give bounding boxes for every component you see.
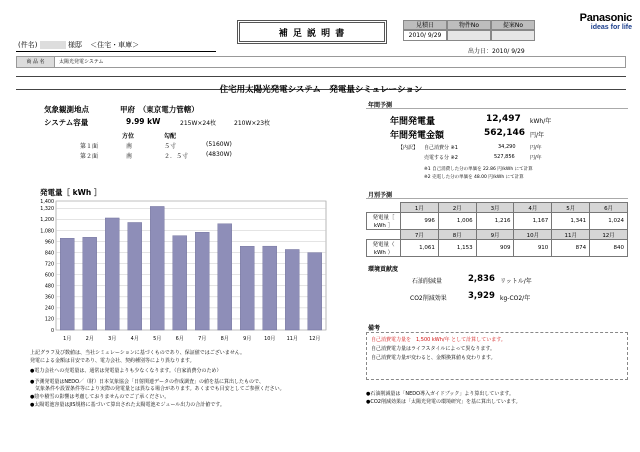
chart-bar [60,238,74,330]
blank-cell [367,203,401,213]
x-tick-label: 3月 [108,336,117,342]
self-consumption-unit: 円/年 [530,145,542,151]
month-value: 996 [401,213,439,230]
brand-logo: Panasonic [579,12,632,24]
system-value: 9.99 kW [126,117,161,126]
x-tick-label: 12月 [309,336,321,342]
brand-tagline: ideas for life [590,24,632,31]
meta-header-proposal: 提案No [491,20,535,30]
month-header: 11月 [552,230,590,240]
x-tick-label: 4月 [130,336,139,342]
meta-table [403,20,535,41]
monthly-table [366,202,628,257]
building-type: ＜住宅・車庫＞ [90,41,140,49]
output-date: 出力日：2010/ 9/29 [468,48,525,55]
x-tick-label: 1月 [63,336,72,342]
monthly-divider [366,198,628,199]
chart-bar [263,246,277,330]
left-note-3: ●電力会社への売電量は、通常は発電量よりも少なくなります。（自家消費分のため） [30,368,222,375]
case-line [18,40,139,50]
surface-2-slope: ２．５寸 [164,153,189,160]
monthly-value-row-b [367,240,628,257]
case-name [40,41,66,49]
oil-label: 石油削減量 [412,278,443,285]
left-note-6: ●陰や積雪の影響は考慮しておりませんのでご了承ください。 [30,393,170,400]
surface-1-dir: 南 [126,143,133,150]
month-value: 1,167 [514,213,552,230]
remarks-section-title: 備考 [368,325,381,332]
left-note-5: 気象条件や設置条件等により実際の発電量とは異なる場合があります。あくまでも目安としてご参照ください。 [30,386,285,393]
month-header: 2月 [438,203,476,213]
sell-value: 527,856 [494,154,515,160]
annual-amount-value: 562,146 [484,128,525,138]
x-tick-label: 6月 [175,336,184,342]
month-header: 10月 [514,230,552,240]
monthly-header-row-a [367,203,628,213]
month-header: 1月 [401,203,439,213]
x-tick-label: 10月 [264,336,276,342]
case-label: (件名) [18,41,38,49]
annual-section-title: 年間予測 [368,102,393,109]
month-header: 7月 [401,230,439,240]
x-tick-label: 8月 [220,336,229,342]
month-value: 874 [552,240,590,257]
left-note-1: 上記グラフ及び数値は、当社シミュレーションに基づくものであり、保証値ではございません。 [30,350,246,356]
month-value: 1,006 [438,213,476,230]
month-header: 6月 [590,203,628,213]
col-direction: 方位 [122,133,135,140]
month-header: 8月 [438,230,476,240]
chart-bar [105,218,119,330]
meta-value-property [447,30,491,41]
surface-1-slope: ５寸 [164,143,177,150]
monthly-header-row-b [367,230,628,240]
annual-note-2: ※2 売電した分の単価を 48.00 円/kWh にて計算 [424,175,524,180]
weather-label: 気象観測地点 [44,105,89,114]
meta-value-proposal [491,30,535,41]
breakdown-label: 【内訳】 [398,145,419,151]
y-tick-label: 1,400 [40,199,54,205]
y-tick-label: 960 [44,240,54,246]
surface-2-name: 第２面 [80,153,99,160]
left-note-2: 発電による金額は目安であり、電力会社、契約種別等により異なります。 [30,357,195,364]
left-note-4: ●予測発電量はNEDO／（財）日本気象協会「日射関連データの作成調査」の値を基に算出したもので、 [30,378,264,385]
annual-gen-unit: kWh/年 [530,118,552,125]
oil-value: 2,836 [468,274,495,284]
y-tick-label: 600 [44,273,54,279]
col-slope: 勾配 [164,133,177,140]
self-consumption-value: 34,290 [498,144,516,150]
month-header: 12月 [590,230,628,240]
row-label: 発電量（ kWh ） [367,240,401,257]
surface-2-dir: 南 [126,153,133,160]
annual-amount-label: 年間発電金額 [390,131,445,141]
blank-cell [367,230,401,240]
sell-unit: 円/年 [530,155,542,161]
remark-line-3: 自己消費電力量が変わると、金額換算値も変わります。 [371,355,496,361]
brand-block [556,12,632,31]
doc-title: 補 足 説 明 書 [278,28,346,39]
meta-value-date: 2010/ 9/29 [403,30,447,41]
co2-label: CO2削減効果 [410,295,447,302]
chart-bar [218,224,232,330]
main-title: 住宅用太陽光発電システム 発電量シミュレーション [219,85,423,95]
remarks-box [366,332,628,380]
system-detail-2: 210W×23枚 [234,120,271,127]
y-tick-label: 1,200 [40,218,54,224]
product-bar [16,56,626,68]
month-value: 1,216 [476,213,514,230]
x-tick-label: 9月 [243,336,252,342]
meta-header-date: 見積日 [403,20,447,30]
left-notes [30,350,340,409]
system-label: システム容量 [44,118,89,127]
x-tick-label: 7月 [198,336,207,342]
chart-bar [173,236,187,330]
y-tick-label: 0 [50,328,54,334]
remark-line-2: 自己消費電力量はライフスタイルによって異なります。 [371,346,496,352]
month-value: 840 [590,240,628,257]
sell-label: 売電する分 ※2 [424,155,458,161]
y-tick-label: 840 [44,251,54,257]
month-value: 1,061 [401,240,439,257]
right-note-1: ●石油削減量は「NEDO導入ガイドブック」より算出しています。 [366,391,515,397]
surface-2-watt: (4830W) [206,151,232,158]
case-underline [16,51,216,52]
chart-bar [308,253,322,330]
annual-amount-unit: 円/年 [530,132,545,139]
chart-bar [285,249,299,330]
monthly-section-title: 月別予測 [368,192,393,199]
monthly-generation-chart [30,197,330,344]
x-tick-label: 2月 [85,336,94,342]
chart-bar [150,206,164,330]
y-tick-label: 1,320 [40,207,54,213]
x-tick-label: 11月 [286,336,298,342]
left-note-7: ●太陽電池容量はJIS規格に基づいて算出された太陽電池モジュール出力の合計値です。 [30,401,225,408]
annual-divider [366,108,628,109]
product-label: 商 品 名 [17,57,55,67]
surface-1-watt: (5160W) [206,141,232,148]
row-label: 発電量［ kWh ］ [367,213,401,230]
chart-bar [240,246,254,330]
y-tick-label: 720 [44,262,54,268]
chart-title: 発電量［ kWh ］ [40,188,102,197]
doc-title-box [237,20,387,44]
system-detail-1: 215W×24枚 [180,120,217,127]
annual-gen-label: 年間発電量 [390,117,436,127]
month-value: 910 [514,240,552,257]
meta-header-property: 物件No [447,20,491,30]
month-header: 3月 [476,203,514,213]
right-note-2: ●CO2削減効果は「太陽光発電の環境研究」を基に算出しています。 [366,399,521,405]
right-notes [366,390,521,406]
weather-value: 甲府 （東京電力管轄） [120,105,199,114]
month-value: 1,341 [552,213,590,230]
honorific: 様邸 [67,41,82,49]
surface-1-name: 第１面 [80,143,99,150]
month-header: 4月 [514,203,552,213]
y-tick-label: 480 [44,284,54,290]
annual-note-1: ※1 自己消費した分の単価を 22.86 円/kWh にて計算 [424,167,533,172]
month-header: 5月 [552,203,590,213]
month-header: 9月 [476,230,514,240]
product-name: 太陽光発電システム [59,59,104,65]
annual-gen-value: 12,497 [486,114,521,124]
self-consumption-label: 自己消費分 ※1 [424,145,458,151]
co2-value: 3,929 [468,291,495,301]
chart-bar [195,232,209,330]
month-value: 909 [476,240,514,257]
main-title-bar [16,76,626,95]
remark-line-1: 自己消費電力量を 1,500 kWh/年 として計算しています。 [371,337,506,343]
y-tick-label: 120 [44,317,54,323]
oil-unit: リットル/年 [500,278,532,285]
y-tick-label: 1,080 [40,229,54,235]
x-tick-label: 5月 [153,336,162,342]
co2-unit: kg-CO2/年 [500,295,531,302]
month-value: 1,153 [438,240,476,257]
month-value: 1,024 [590,213,628,230]
y-tick-label: 240 [44,306,54,312]
monthly-value-row-a [367,213,628,230]
chart-bar [83,237,97,330]
y-tick-label: 360 [44,295,54,301]
environment-section-title: 環境貢献度 [368,266,399,273]
chart-bar [128,222,142,330]
